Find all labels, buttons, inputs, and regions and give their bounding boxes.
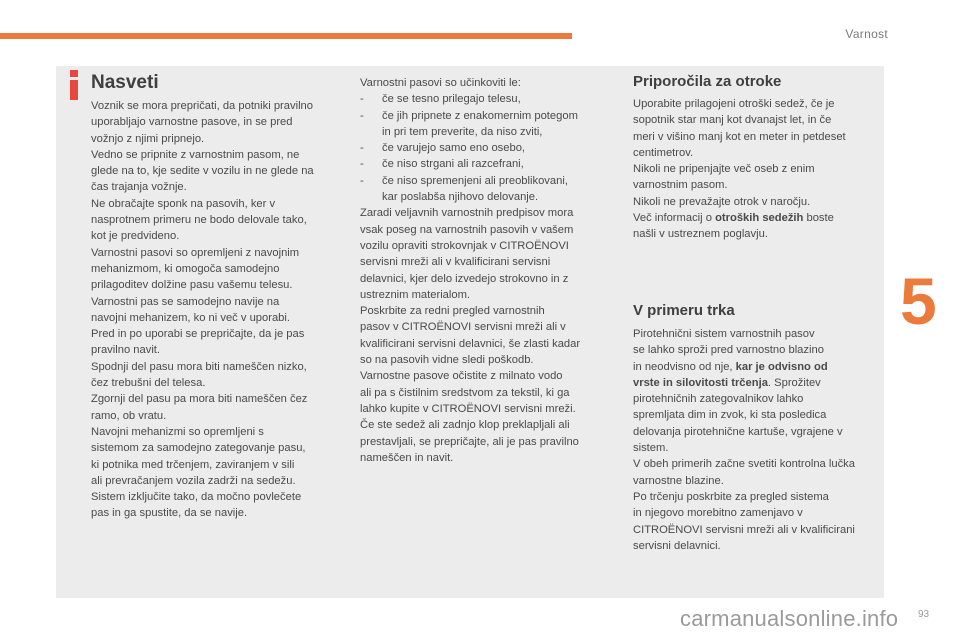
crash-line: servisni delavnici. [633, 539, 721, 552]
tips-line: uporabljajo varnostne pasove, in se pred [91, 116, 293, 129]
effective-line: ali pa s čistilnim sredstvom za tekstil, ki ga [360, 386, 570, 399]
tips-line: vožnjo z njimi pripnejo. [91, 132, 205, 145]
effective-line: nameščen in navit. [360, 451, 454, 464]
tips-line: Varnostni pasovi so opremljeni z navojnim [91, 246, 300, 259]
crash-line: in njegovo morebitno zamenjavo v [633, 507, 803, 520]
effective-line: Poskrbite za redni pregled varnostnih [360, 305, 545, 318]
effective-line: vsak poseg na varnostnih pasovih v vašem [360, 223, 574, 236]
crash-title: V primeru trka [633, 302, 735, 319]
crash-line: V obeh primerih začne svetiti kontrolna lučka [633, 458, 855, 471]
tips-line: ki potnika med trčenjem, zaviranjem v sili [91, 458, 295, 471]
effective-list-item [360, 91, 615, 107]
effective-line: pasov v CITROËNOVI servisni mreži ali v [360, 321, 566, 334]
tips-line: ramo, ob vratu. [91, 409, 167, 422]
effective-item-text: kar poslabša njihovo delovanje. [382, 191, 539, 204]
effective-line: delavnici, kjer delo izvedejo strokovno in z [360, 272, 569, 285]
crash-line4-bold: vrste in silovitosti trčenja [633, 376, 768, 389]
tips-line: nasprotnem primeru ne bodo delovale tako, [91, 214, 307, 227]
crash-line: sistem. [633, 442, 669, 455]
crash-line: spremljata dim in zvok, ki sta posledica [633, 409, 827, 422]
tips-title: Nasveti [91, 72, 159, 93]
effective-line: vozilu opraviti strokovnjak v CITROËNOVI [360, 239, 569, 252]
crash-line4-post: . Sprožitev [767, 376, 821, 389]
crash-line: CITROËNOVI servisni mreži ali v kvalificirani [633, 523, 855, 536]
section-title: Varnost [845, 27, 888, 41]
tips-line: ali prevračanjem vozila zadrži na sedežu. [91, 474, 296, 487]
tips-line: pas in ga spustite, da se navije. [91, 507, 248, 520]
tips-line: navojni mehanizem, ko ni več v uporabi. [91, 311, 290, 324]
tips-line: Pred in po uporabi se prepričajte, da je pas [91, 328, 305, 341]
crash-line: Pirotehnični sistem varnostnih pasov [633, 328, 815, 340]
children-line: meri v višino manj kot en meter in petdeset [633, 130, 846, 143]
tips-line: Sistem izključite tako, da močno povlečete [91, 491, 302, 504]
dash-bullet: - [360, 158, 364, 171]
tips-line: Navojni mehanizmi so opremljeni s [91, 425, 264, 438]
crash-line3-bold: kar je odvisno od [735, 360, 828, 373]
info-icon-dot [70, 70, 78, 77]
tips-line: prilagoditev dolžine pasu vašemu telesu. [91, 279, 293, 292]
effective-list-item [360, 156, 615, 172]
effective-list-item [360, 173, 615, 206]
effective-item-text: če niso spremenjeni ali preoblikovani, [382, 174, 568, 187]
dash-bullet: - [360, 93, 364, 106]
effective-item-text: in pri tem preverite, da niso zviti, [382, 125, 543, 138]
effective-intro: Varnostni pasovi so učinkoviti le: [360, 77, 521, 89]
info-icon-stem [70, 80, 78, 100]
dash-bullet: - [360, 109, 364, 122]
children-line: sopotnik star manj kot dvanajst let, in če [633, 114, 832, 127]
effective-line: ustreznim materialom. [360, 288, 471, 301]
tips-line: čas trajanja vožnje. [91, 181, 187, 194]
tips-line: Varnostni pas se samodejno navije na [91, 295, 280, 308]
children-more-line [633, 210, 883, 226]
header-accent-bar [0, 33, 572, 39]
tips-line: Spodnji del pasu mora biti nameščen nizko, [91, 360, 307, 373]
children-text [633, 96, 883, 243]
effective-item-text: če varujejo samo eno osebo, [382, 142, 526, 155]
effective-line: Če ste sedež ali zadnjo klop preklapljali ali [360, 419, 570, 432]
effective-line: prestavljali, se prepričajte, ali je pas pravilno [360, 435, 579, 448]
tips-line: glede na to, kje sedite v vozilu in ne glede na [91, 165, 314, 178]
children-line: našli v ustreznem poglavju. [633, 228, 768, 241]
children-seats-ref: otroških sedežih [715, 212, 804, 225]
watermark-text: carmanualsonline.info [680, 606, 899, 631]
effective-line: kvalificirani servisni delavnici, še zlasti kadar [360, 337, 581, 350]
children-line: centimetrov. [633, 146, 694, 159]
dash-bullet: - [360, 142, 364, 155]
effective-list-item [360, 108, 615, 141]
children-line: Uporabite prilagojeni otroški sedež, če je [633, 98, 835, 110]
tips-line: sistemom za samodejno zategovanje pasu, [91, 442, 306, 455]
effective-line: so na pasovih vidne sledi poškodb. [360, 354, 534, 367]
crash-line: delovanja pirotehnične kartuše, vgrajene v [633, 425, 843, 438]
crash-text [633, 326, 885, 554]
effective-line: Zaradi veljavnih varnostnih predpisov mora [360, 207, 574, 220]
children-line: varnostnim pasom. [633, 179, 728, 192]
effective-item-text: če niso strgani ali razcefrani, [382, 158, 524, 171]
crash-line: Po trčenju poskrbite za pregled sistema [633, 490, 829, 503]
effective-list-item [360, 140, 615, 156]
tips-line: Ne obračajte sponk na pasovih, ker v [91, 197, 276, 210]
tips-line: kot je predvideno. [91, 230, 180, 243]
tips-line: Zgornji del pasu pa mora biti nameščen čez [91, 393, 308, 406]
tips-line: Vedno se pripnite z varnostnim pasom, ne [91, 148, 300, 161]
crash-line3-pre: in neodvisno od nje, [633, 360, 736, 373]
children-line: Nikoli ne pripenjajte več oseb z enim [633, 163, 815, 176]
crash-line: varnostne blazine. [633, 474, 724, 487]
info-icon [67, 70, 81, 100]
effective-item-text: če se tesno prilegajo telesu, [382, 93, 521, 106]
tips-text [91, 98, 343, 522]
effective-line: servisni mreži ali v kvalificirani servisni [360, 256, 551, 269]
page-number: 93 [918, 609, 930, 620]
chapter-number: 5 [900, 264, 937, 338]
dash-bullet: - [360, 174, 364, 187]
tips-line: pravilno navit. [91, 344, 161, 357]
tips-line: Voznik se mora prepričati, da potniki pravilno [91, 100, 313, 112]
crash-line: pirotehničnih zategovalnikov lahko [633, 393, 804, 406]
effective-line: Varnostne pasove očistite z milnato vodo [360, 370, 563, 383]
effective-item-text: če jih pripnete z enakomernim potegom [382, 109, 578, 122]
children-more-pre: Več informacij o [633, 212, 716, 225]
children-more-post: boste [803, 212, 834, 225]
children-title: Priporočila za otroke [633, 73, 782, 90]
crash-line [633, 359, 885, 375]
tips-line: mehanizmom, ki omogoča samodejno [91, 262, 280, 275]
tips-line: čez trebušni del telesa. [91, 377, 206, 390]
effective-line: lahko kupite v CITROËNOVI servisni mreži. [360, 402, 576, 415]
effective-text [360, 75, 615, 466]
crash-line: se lahko sproži pred varnostno blazino [633, 344, 824, 357]
children-line: Nikoli ne prevažajte otrok v naročju. [633, 195, 811, 208]
crash-line [633, 375, 885, 391]
